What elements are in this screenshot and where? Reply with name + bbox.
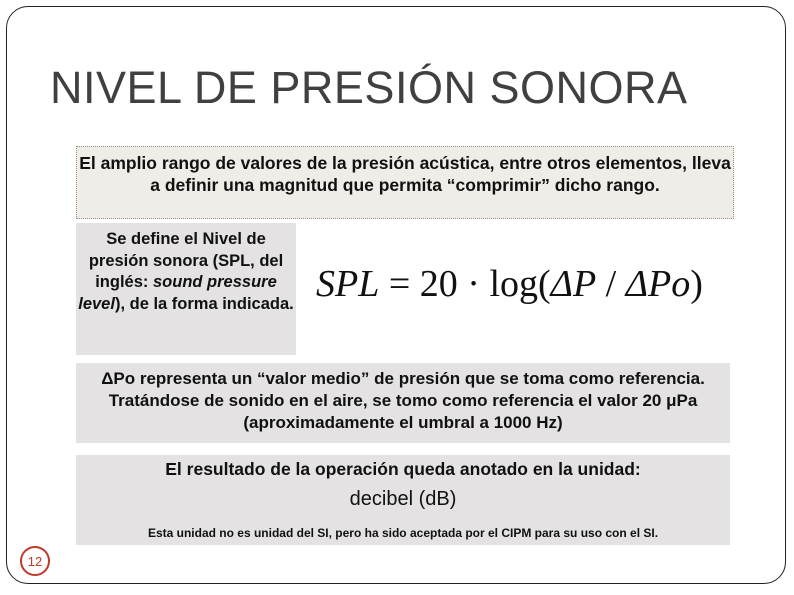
spl-formula: [316, 262, 703, 306]
formula-equals: = 20 · log(: [379, 263, 551, 305]
page-number-badge: [20, 546, 50, 576]
formula-lhs: SPL: [316, 263, 380, 305]
slide-title: NIVEL DE PRESIÓN SONORA: [50, 62, 688, 113]
result-note: Esta unidad no es unidad del SI, pero ha sido aceptada por el CIPM para su uso con el SI.: [147, 526, 659, 540]
page-number: 12: [27, 553, 43, 569]
definition-text-end: ), de la forma indicada.: [114, 294, 294, 313]
reference-text: ΔPo representa un “valor medio” de presión que se toma como referencia. Tratándose de sonido en el aire, se tomo como referencia el valor 20 μPa (aproximadamente el umbral a 1000 Hz): [101, 369, 705, 432]
definition-text-start: Se define el Nivel de presión sonora (SPL, del inglés:: [88, 230, 284, 291]
result-box: [76, 455, 730, 545]
formula-close: ): [690, 263, 703, 305]
formula-slash: /: [596, 263, 626, 305]
intro-box: [76, 146, 734, 219]
definition-term: sound pressure level: [78, 273, 277, 313]
definition-box: [76, 223, 296, 355]
formula-numerator: ΔP: [550, 263, 597, 305]
result-unit: decibel (dB): [349, 488, 457, 510]
formula-denominator: ΔPo: [625, 263, 691, 305]
reference-box: [76, 363, 730, 443]
result-text: El resultado de la operación queda anotado en la unidad:: [165, 459, 641, 479]
intro-text: El amplio rango de valores de la presión acústica, entre otros elementos, lleva a definir una magnitud que permita “comprimir” dicho rango.: [79, 153, 731, 195]
